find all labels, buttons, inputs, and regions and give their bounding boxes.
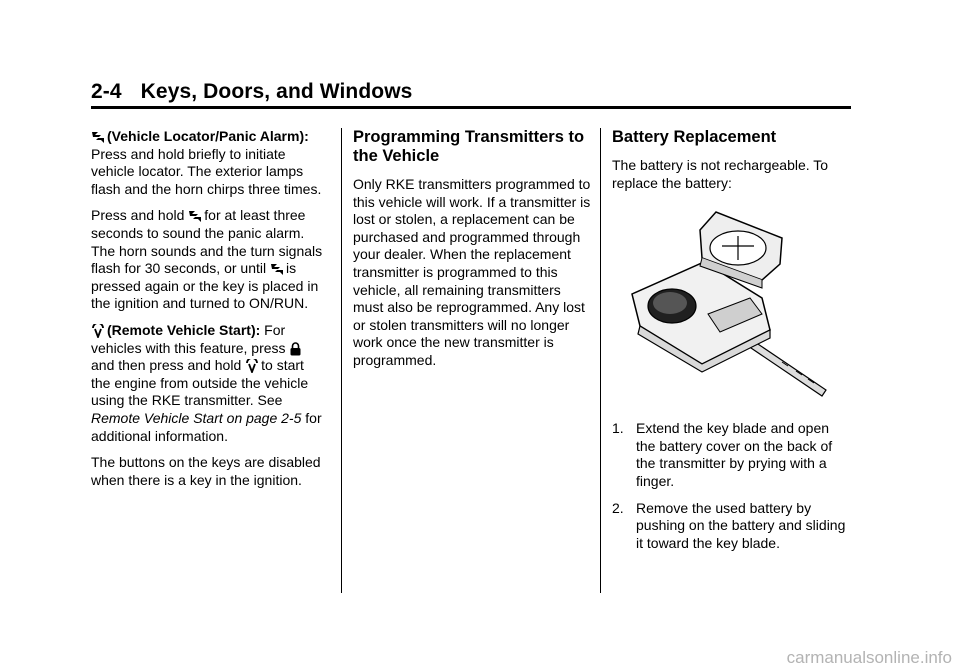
programming-heading: Programming Transmitters to the Vehicle (353, 128, 585, 165)
key-fob-battery-illustration (612, 202, 852, 408)
vehicle-locator-panic-icon (91, 130, 105, 144)
panic-label: (Vehicle Locator/Panic Alarm): (107, 128, 309, 144)
battery-steps (612, 420, 852, 552)
section-title: Keys, Doors, and Windows (140, 80, 413, 103)
remote-start-reference-link[interactable]: Remote Vehicle Start on page 2-5 (91, 409, 302, 426)
column-divider-1 (341, 128, 342, 593)
remote-start-icon (245, 359, 259, 373)
battery-heading: Battery Replacement (612, 128, 777, 146)
page-number: 2-4 (91, 80, 122, 103)
programming-paragraph: Only RKE transmitters programmed to this vehicle will work. If a transmitter is lost or stolen, a replacement can be purchased and programmed through your dealer. When the replacement transmitter is programmed to this vehicle, all remaining transmitters must also be reprogrammed. Any lost or stolen transmitters will no longer work once the new transmitter is programmed. (353, 176, 591, 368)
page-header (91, 80, 412, 104)
list-item: 2. Remove the used battery by pushing on the battery and sliding it toward the key blade. (612, 499, 846, 551)
header-rule (91, 106, 851, 109)
vehicle-locator-panic-icon (188, 209, 202, 223)
column-divider-2 (600, 128, 601, 593)
remote-start-icon (91, 324, 105, 338)
remote-start-label: (Remote Vehicle Start): (107, 321, 261, 338)
remote-start-paragraph: (Remote Vehicle Start): For vehicles with this feature, press and then press and hold to start the engine from outside the vehicle using the RKE transmitter. See Remote Vehicle Start on page 2-5 for additional information. (91, 321, 322, 444)
list-item: 1. Extend the key blade and open the battery cover on the back of the transmitter by prying with a finger. (612, 420, 833, 489)
vehicle-locator-panic-icon (270, 262, 284, 276)
buttons-disabled-paragraph: The buttons on the keys are disabled when there is a key in the ignition. (91, 454, 321, 488)
column-2 (353, 128, 591, 379)
watermark: carmanualsonline.info (786, 648, 952, 667)
panic-paragraph: (Vehicle Locator/Panic Alarm): Press and hold briefly to initiate vehicle locator. The exterior lamps flash and the horn chirps three times. (91, 128, 322, 197)
column-1 (91, 128, 323, 498)
column-3 (612, 128, 852, 561)
battery-intro: The battery is not rechargeable. To replace the battery: (612, 157, 829, 191)
panic-hold-paragraph: Press and hold for at least three seconds to sound the panic alarm. The horn sounds and the turn signals flash for 30 seconds, or until is pressed again or the key is placed in the ignition and turned to ON/RUN. (91, 207, 323, 312)
lock-icon (289, 342, 302, 356)
